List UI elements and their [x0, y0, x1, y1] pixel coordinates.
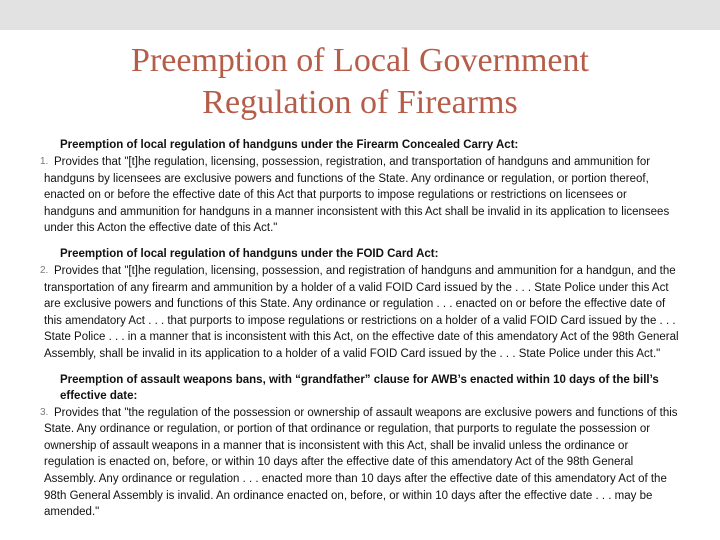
list-text-1: Provides that "[t]he regulation, licensing, possession, registration, and transportation of handguns and ammunition for handguns by licensees are exclusive powers and functions of the State. Any ordinance or regulation, or portion thereof, enacted on or before the effective date of this Act that purports to impose regulations or restrictions on licensees or handguns and ammunition for handguns in a manner inconsistent with this Act shall be invalid in its application to licensees under this Acton the effective date of this Act." [44, 156, 670, 235]
list-text-3: Provides that "the regulation of the possession or ownership of assault weapons are exclusive powers and functions of this State. Any ordinance or regulation, or portion of that ordinance or regulation, that purports to regulate the possession or ownership of assault weapons in a manner that is inconsistent with this Act, shall be invalid unless the ordinance or regulation is enacted on, before, or within 10 days after the effective date of this amendatory Act of the 98th General Assembly. Any ordinance or regulation . . . enacted more than 10 days after the effective date of this amendatory Act of the 98th General Assembly is invalid. An ordinance enacted on, before, or within 10 days after the effective date . . . may be amended." [44, 406, 678, 519]
title-line-1: Preemption of Local Government [131, 42, 589, 79]
title-line-2: Regulation of Firearms [202, 84, 518, 121]
slide-content [40, 137, 680, 530]
section-heading-1: Preemption of local regulation of handguns under the Firearm Concealed Carry Act: [60, 139, 519, 151]
list-number-1: 1. [40, 156, 49, 167]
list-item-2 [40, 263, 680, 363]
section-heading-2: Preemption of local regulation of handguns under the FOID Card Act: [60, 247, 439, 260]
list-text-2: Provides that "[t]he regulation, licensing, possession, and registration of handguns and ammunition for a handgun, and the transportation of any firearm and ammunition by a holder of a valid FOID Card issued by the . . . State Police under this Act are exclusive powers and functions of this State. Any ordinance or regulation . . . enacted on or before the effective date of this amendatory Act . . . that purports to impose regulations or restrictions on a holder of a valid FOID Card issued by the . . . State Police . . . in a manner that is inconsistent with this Act, on the effective date of this amendatory Act of the 98th General Assembly, shall be invalid in its application to a holder of a valid FOID Card issued by the . . . State Police under this Act." [44, 264, 679, 360]
list-item-3 [40, 405, 680, 521]
top-band [0, 0, 720, 30]
list-number-3: 3. [40, 406, 49, 418]
list-number-2: 2. [40, 264, 49, 276]
section-heading-3: Preemption of assault weapons bans, with “grandfather” clause for AWB’s enacted within 10 days of the bill’s effective date: [60, 373, 659, 402]
slide-title [0, 40, 720, 124]
list-item-1 [40, 154, 680, 237]
